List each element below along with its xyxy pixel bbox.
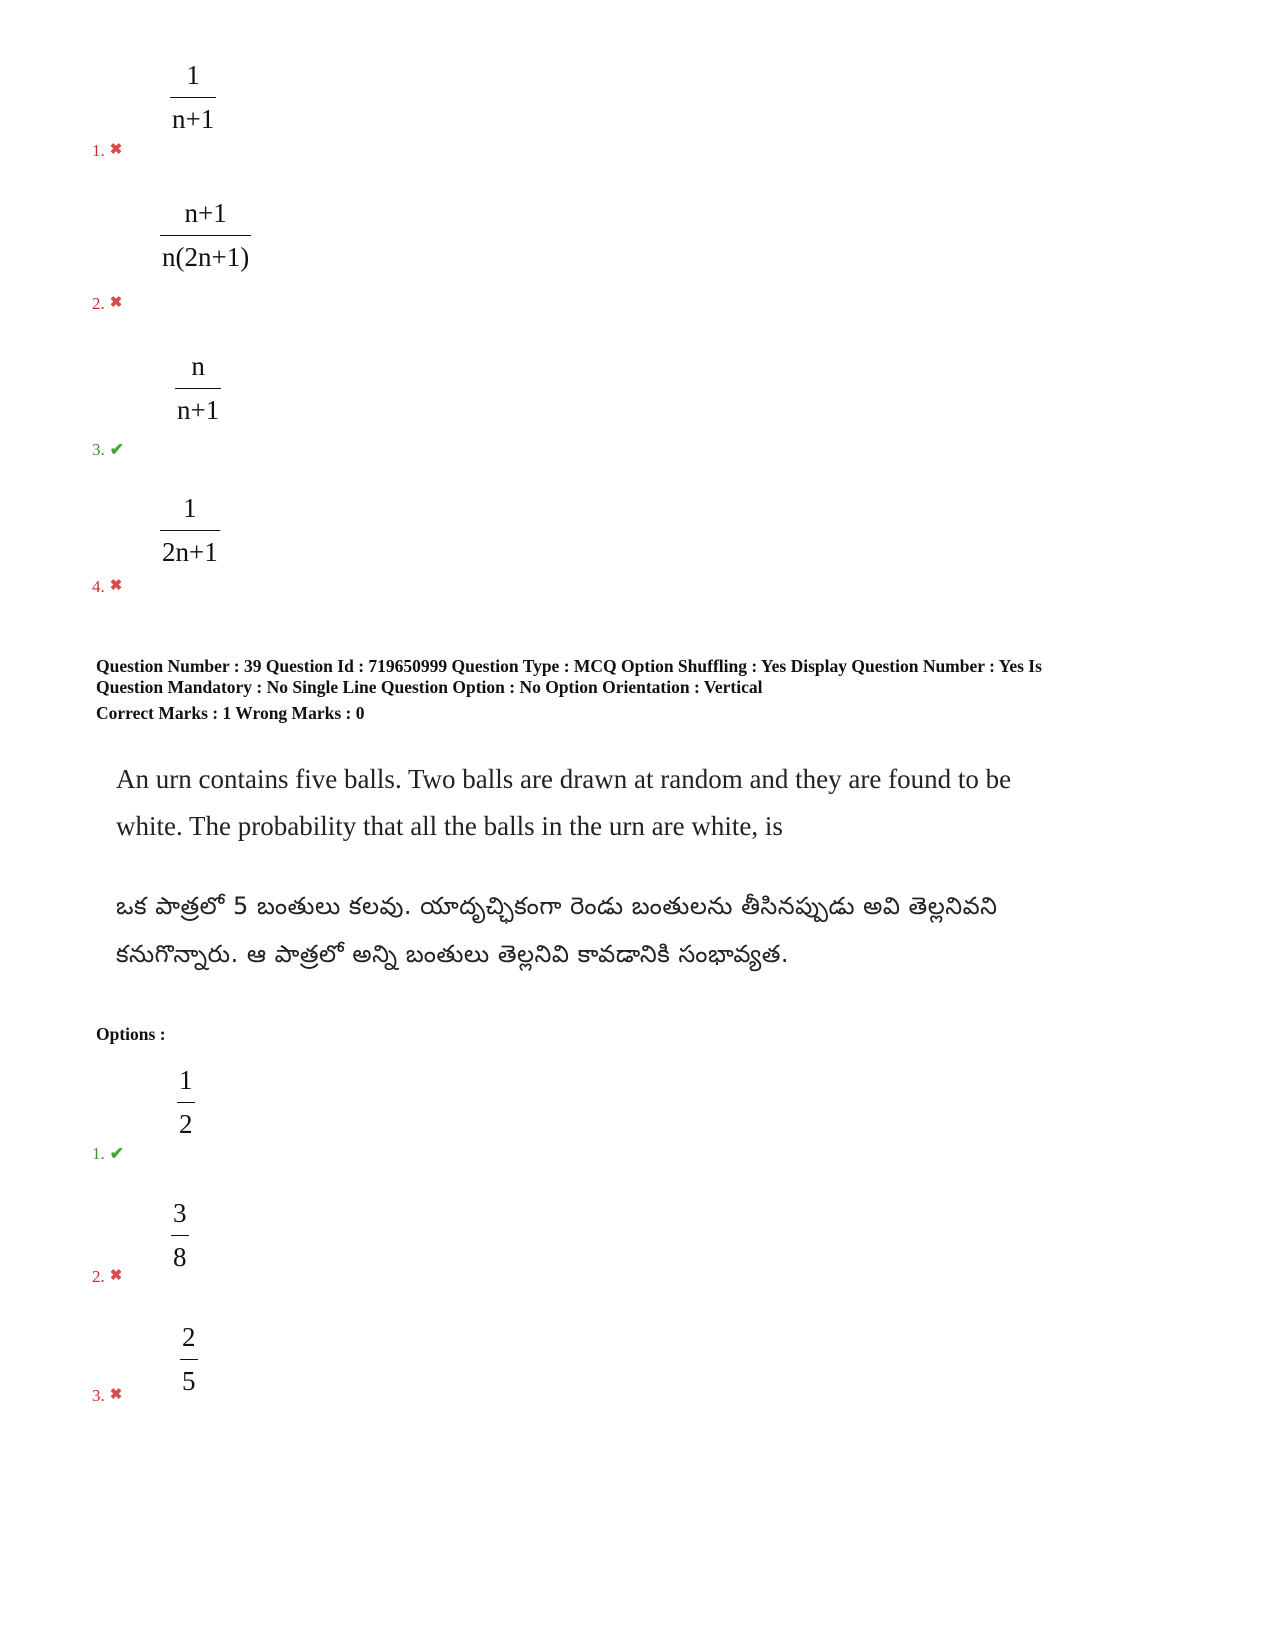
fraction bbox=[175, 353, 221, 424]
question-text-te-line-1: ఒక పాత్రలో 5 బంతులు కలవు. యాదృచ్ఛికంగా రెండు బంతులను తీసినప్పుడు అవి తెల్లనివని bbox=[116, 892, 998, 920]
denominator: n(2n+1) bbox=[162, 242, 250, 272]
numerator: 1 bbox=[183, 493, 197, 523]
fraction bbox=[160, 495, 220, 566]
denominator: 2 bbox=[179, 1109, 193, 1139]
option-marker bbox=[92, 441, 124, 458]
fraction bbox=[160, 200, 251, 271]
cross-icon: ✖ bbox=[109, 142, 123, 158]
check-icon: ✔ bbox=[109, 440, 124, 459]
question-meta-line-1: Question Number : 39 Question Id : 719650999 Question Type : MCQ Option Shuffling : Yes Display Question Number : Yes Is bbox=[96, 656, 1042, 676]
check-icon: ✔ bbox=[109, 1144, 124, 1163]
numerator: 3 bbox=[173, 1198, 187, 1228]
option-index: 1. bbox=[92, 1144, 105, 1163]
option-index: 2. bbox=[92, 294, 105, 313]
options-label: Options : bbox=[96, 1024, 166, 1044]
cross-icon: ✖ bbox=[109, 1387, 123, 1403]
cross-icon: ✖ bbox=[109, 295, 123, 311]
question-meta-line-2: Question Mandatory : No Single Line Question Option : No Option Orientation : Vertical bbox=[96, 677, 763, 697]
denominator: n+1 bbox=[172, 104, 215, 134]
option-marker bbox=[92, 1268, 122, 1285]
fraction bbox=[171, 1200, 189, 1271]
numerator: 2 bbox=[182, 1322, 196, 1352]
option-index: 1. bbox=[92, 141, 105, 160]
numerator: 1 bbox=[186, 60, 200, 90]
option-marker bbox=[92, 1387, 122, 1404]
fraction bbox=[177, 1067, 195, 1138]
option-marker bbox=[92, 295, 122, 312]
question-marks: Correct Marks : 1 Wrong Marks : 0 bbox=[96, 703, 365, 723]
fraction bbox=[170, 62, 216, 133]
numerator: n+1 bbox=[184, 198, 227, 228]
denominator: 5 bbox=[182, 1366, 196, 1396]
option-index: 3. bbox=[92, 1386, 105, 1405]
numerator: 1 bbox=[179, 1065, 193, 1095]
question-text-te-line-2: కనుగొన్నారు. ఆ పాత్రలో అన్ని బంతులు తెల్లనివి కావడానికి సంభావ్యత. bbox=[116, 940, 790, 968]
cross-icon: ✖ bbox=[109, 1268, 123, 1284]
denominator: n+1 bbox=[177, 395, 220, 425]
question-text-en-line-1: An urn contains five balls. Two balls are drawn at random and they are found to be bbox=[116, 764, 1012, 794]
denominator: 8 bbox=[173, 1242, 187, 1272]
fraction bbox=[180, 1324, 198, 1395]
option-marker bbox=[92, 1145, 124, 1162]
option-index: 4. bbox=[92, 577, 105, 596]
denominator: 2n+1 bbox=[162, 537, 218, 567]
option-marker bbox=[92, 578, 122, 595]
option-marker bbox=[92, 142, 122, 159]
cross-icon: ✖ bbox=[109, 578, 123, 594]
option-index: 2. bbox=[92, 1267, 105, 1286]
numerator: n bbox=[191, 351, 205, 381]
question-text-en-line-2: white. The probability that all the balls in the urn are white, is bbox=[116, 811, 783, 841]
option-index: 3. bbox=[92, 440, 105, 459]
